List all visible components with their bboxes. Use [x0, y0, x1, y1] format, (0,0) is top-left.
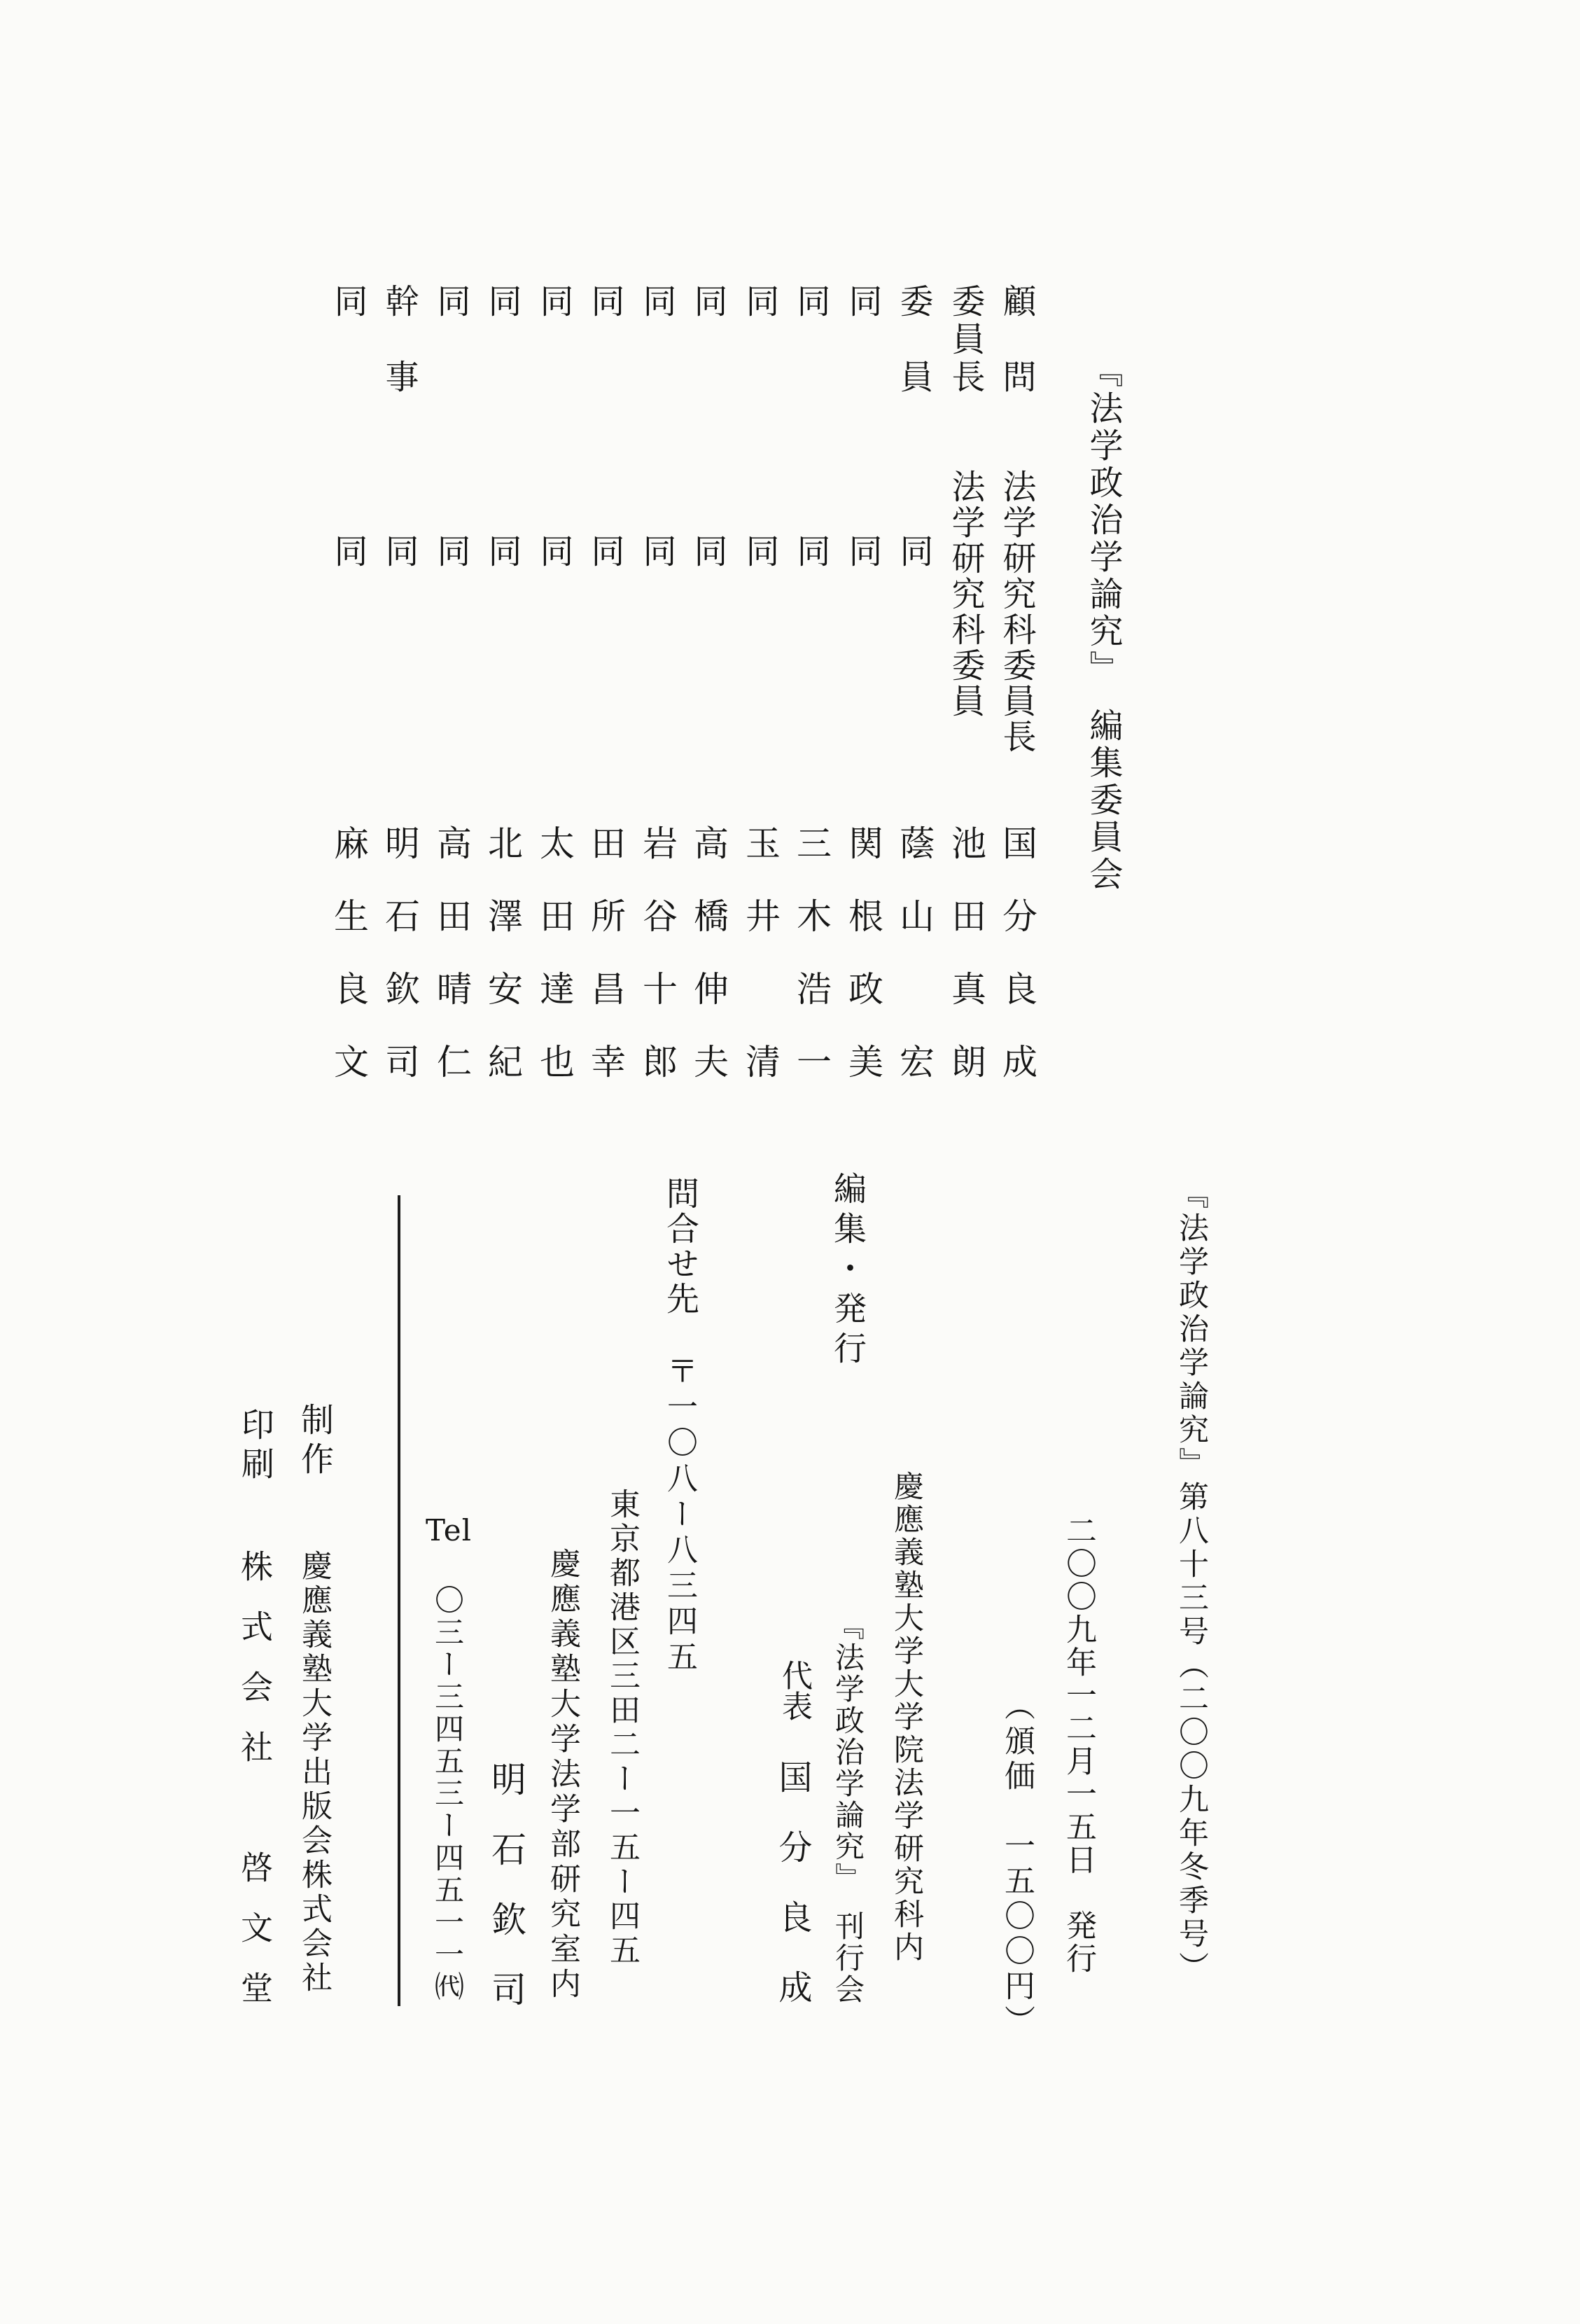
committee-member-column [791, 0, 833, 1190]
member-affiliation: 法学研究科委員 [946, 469, 985, 719]
committee-member-column [431, 0, 473, 1190]
member-affiliation: 同 [843, 534, 882, 567]
production-label: 制作 [295, 1403, 334, 1481]
committee-member-column [997, 0, 1039, 1190]
member-name: 蔭山 宏 [894, 825, 935, 1116]
committee-member-column [379, 0, 421, 1190]
member-role: 同 [431, 284, 470, 321]
member-affiliation: 同 [740, 534, 779, 567]
member-affiliation: 法学研究科委員長 [997, 469, 1036, 755]
committee-member-column [740, 0, 782, 1190]
committee-member-column [637, 0, 679, 1190]
postal-code: 〒一〇八ー八三四五 [662, 1355, 697, 1676]
member-name: 田所昌幸 [585, 825, 626, 1116]
member-affiliation: 同 [328, 534, 368, 567]
committee-member-column [585, 0, 627, 1190]
publication-date-line: 二〇〇九年一二月一五日 発行 [1061, 1515, 1096, 1975]
member-affiliation: 同 [379, 534, 419, 567]
committee-member-column [688, 0, 730, 1190]
issue-title-line: 『法学政治学論究』第八十三号（二〇〇九年冬季号） [1174, 1178, 1209, 1985]
member-affiliation: 同 [431, 534, 470, 567]
member-role: 同 [843, 284, 882, 321]
member-name: 高田晴仁 [431, 825, 472, 1116]
member-role: 同 [688, 284, 727, 321]
member-affiliation: 同 [688, 534, 727, 567]
representative-name: 国分良成 [773, 1760, 812, 2040]
member-role: 同 [482, 284, 522, 321]
member-affiliation: 同 [637, 534, 676, 567]
member-name: 太田達也 [534, 825, 575, 1116]
tel-label: Tel [426, 1513, 473, 1547]
member-role: 同 [637, 284, 676, 321]
committee-member-column [946, 0, 988, 1190]
member-role: 同 [740, 284, 779, 321]
member-affiliation: 同 [894, 534, 933, 567]
committee-member-column [482, 0, 524, 1190]
committee-member-column [843, 0, 885, 1190]
member-affiliation: 同 [791, 534, 830, 567]
tel-number: 〇三ー三四五三ー四五一一㈹ [431, 1585, 465, 2003]
printing-company: 株式会社 啓文堂 [236, 1550, 274, 2031]
contact-address-line1: 東京都港区三田二ー一五ー四五 [604, 1488, 640, 1968]
contact-label: 問合せ先 [661, 1176, 699, 1316]
contact-person-name: 明石欽司 [486, 1761, 526, 2041]
section-divider-rule [398, 1195, 400, 2006]
member-name: 岩谷十郎 [637, 825, 678, 1116]
contact-address-line2: 慶應義塾大学法学部研究室内 [545, 1547, 580, 2003]
member-name: 玉井 清 [740, 825, 781, 1116]
price-line: （頒価 一五〇〇円） [999, 1690, 1035, 2040]
member-name: 関根政美 [843, 825, 883, 1116]
member-role: 委 員 [894, 284, 933, 397]
member-name: 高橋伸夫 [688, 825, 729, 1116]
production-company: 慶應義塾大学出版会株式会社 [296, 1550, 332, 1996]
member-role: 同 [791, 284, 830, 321]
member-name: 三木浩一 [791, 825, 832, 1116]
committee-member-column [328, 0, 370, 1190]
committee-member-column [534, 0, 576, 1190]
printing-label: 印刷 [236, 1407, 274, 1486]
member-name: 北澤安紀 [482, 825, 523, 1116]
representative-label: 代表 [776, 1659, 812, 1721]
member-role: 同 [585, 284, 624, 321]
member-name: 国分良成 [997, 825, 1037, 1116]
member-affiliation: 同 [482, 534, 522, 567]
publisher-address-line: 慶應義塾大学大学院法学研究科内 [889, 1470, 924, 1964]
member-name: 池田真朗 [946, 825, 986, 1116]
publisher-name-line: 『法学政治学論究』 刊行会 [831, 1610, 865, 2005]
committee-heading: 『法学政治学論究』 編集委員会 [1084, 354, 1123, 893]
member-affiliation: 同 [585, 534, 624, 567]
member-role: 幹 事 [379, 284, 419, 397]
edit-publish-label: 編集・発行 [828, 1171, 867, 1371]
member-role: 顧 問 [997, 284, 1036, 397]
member-role: 同 [328, 284, 368, 321]
committee-member-column [894, 0, 936, 1190]
member-role: 同 [534, 284, 573, 321]
member-affiliation: 同 [534, 534, 573, 567]
member-name: 明石欽司 [379, 825, 420, 1116]
member-role: 委員長 [946, 284, 985, 397]
member-name: 麻生良文 [328, 825, 369, 1116]
